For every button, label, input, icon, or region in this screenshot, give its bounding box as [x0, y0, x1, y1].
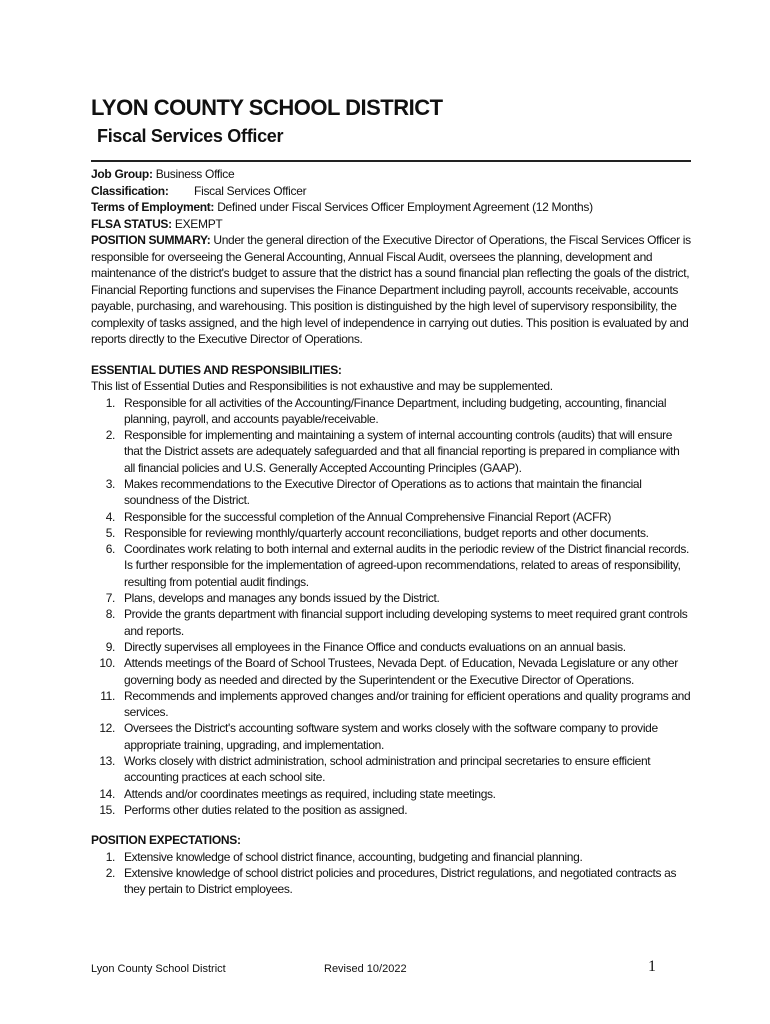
terms-label: Terms of Employment: — [91, 200, 215, 214]
duties-list — [91, 395, 691, 819]
terms-value: Defined under Fiscal Services Officer Employment Agreement (12 Months) — [217, 200, 593, 214]
job-info-fields — [91, 166, 691, 232]
job-group-value: Business Office — [155, 167, 235, 181]
summary-text: Under the general direction of the Executive Director of Operations, the Fiscal Services Officer is responsible for overseeing the General Accounting, Annual Fiscal Audit, oversees the planning, development and maintenance of the district's budget to assure that the district has a sound financial plan reflecting the goals of the district, Financial Reporting functions and supervises the Finance Department including payroll, accounts receivable, accounts payable, purchasing, and warehousing. This position is distinguished by the high level of supervisory responsibility, the complexity of tasks assigned, and the high level of independence in carrying out duties. This position is evaluated by and reports directly to the Executive Director of Operations. — [91, 233, 691, 346]
list-item-text: Attends meetings of the Board of School Trustees, Nevada Dept. of Education, Nevada Legislature or any other governing body as needed and directed by the Superintendent or the Executive Director of Operations. — [124, 656, 678, 687]
classification-value: Fiscal Services Officer — [194, 183, 307, 198]
classification-row — [91, 183, 691, 200]
list-item — [91, 606, 691, 639]
list-item-text: Provide the grants department with financial support including developing systems to meet required grant controls and reports. — [124, 607, 688, 638]
duties-heading: ESSENTIAL DUTIES AND RESPONSIBILITIES: — [91, 362, 342, 377]
list-item-text: Responsible for the successful completion of the Annual Comprehensive Financial Report (ACFR) — [124, 509, 612, 524]
list-item-text: Works closely with district administration, school administration and principal secretaries to ensure efficient accounting practices at each school site. — [124, 754, 651, 785]
list-item-text: Extensive knowledge of school district finance, accounting, budgeting and financial planning. — [124, 849, 583, 864]
list-item — [91, 509, 691, 525]
duties-intro: This list of Essential Duties and Responsibilities is not exhaustive and may be supplemented. — [91, 379, 553, 393]
list-item-number: 3. — [105, 476, 115, 491]
list-item-text: Responsible for all activities of the Accounting/Finance Department, including budgeting, accounting, financial planning, payroll, and accounts payable/receivable. — [124, 395, 667, 426]
list-item — [91, 753, 691, 786]
flsa-value: EXEMPT — [174, 216, 223, 231]
list-item-number: 9. — [105, 639, 115, 654]
list-item-text: Responsible for implementing and maintaining a system of internal accounting controls (audits) that will ensure that the District assets are adequately safeguarded and that all financial reporting is prepared in compliance with all financial policies and U.S. Generally Accepted Accounting Principles (GAAP). — [124, 428, 680, 475]
list-item-text: Plans, develops and manages any bonds issued by the District. — [124, 591, 440, 606]
list-item-text: Oversees the District's accounting software system and works closely with the software company to provide appropriate training, upgrading, and implementation. — [124, 721, 658, 752]
list-item-text: Responsible for reviewing monthly/quarterly account reconciliations, budget reports and other documents. — [124, 525, 649, 540]
list-item-number: 2. — [105, 866, 115, 881]
list-item — [91, 525, 691, 541]
list-item-text: Directly supervises all employees in the Finance Office and conducts evaluations on an annual basis. — [124, 639, 626, 654]
flsa-label: FLSA STATUS: — [91, 216, 172, 231]
list-item-number: 5. — [105, 525, 115, 540]
list-item-number: 7. — [105, 591, 115, 606]
list-item-number: 2. — [105, 428, 115, 443]
list-item — [91, 655, 691, 688]
list-item-number: 14. — [99, 786, 115, 801]
job-group-label: Job Group: — [91, 167, 153, 181]
list-item — [91, 786, 691, 802]
list-item-number: 8. — [105, 607, 115, 622]
position-expectations-section — [91, 832, 691, 897]
terms-row — [91, 199, 691, 216]
summary-label: POSITION SUMMARY: — [91, 233, 211, 247]
page-number: 1 — [648, 958, 656, 975]
list-item — [91, 590, 691, 606]
list-item-number: 1. — [105, 395, 115, 410]
position-summary — [91, 232, 691, 348]
list-item — [91, 688, 691, 721]
list-item-text: Extensive knowledge of school district policies and procedures, District regulations, and negotiated contracts as they pertain to District employees. — [124, 866, 677, 897]
list-item — [91, 541, 691, 590]
header-divider — [91, 160, 691, 162]
list-item — [91, 639, 691, 655]
essential-duties-section — [91, 362, 691, 819]
list-item — [91, 395, 691, 428]
list-item-number: 13. — [99, 754, 115, 769]
list-item — [91, 865, 691, 898]
list-item — [91, 802, 691, 818]
list-item-text: Makes recommendations to the Executive Director of Operations as to actions that maintain the financial soundness of the District. — [124, 476, 642, 508]
page-title: LYON COUNTY SCHOOL DISTRICT — [91, 95, 443, 120]
list-item-number: 11. — [100, 688, 115, 703]
page-subtitle: Fiscal Services Officer — [97, 126, 284, 146]
flsa-row — [91, 216, 691, 233]
footer-district: Lyon County School District — [91, 963, 226, 975]
list-item — [91, 720, 691, 753]
list-item-number: 4. — [105, 509, 115, 524]
list-item-number: 15. — [99, 802, 115, 817]
list-item-text: Attends and/or coordinates meetings as required, including state meetings. — [124, 786, 496, 801]
list-item — [91, 849, 691, 865]
list-item-text: Recommends and implements approved changes and/or training for efficient operations and quality programs and services. — [124, 688, 691, 720]
list-item-text: Coordinates work relating to both internal and external audits in the periodic review of the District financial records. Is further responsible for the implementation of agreed-upon recommendations, related to areas of responsibility, resulting from potential audit findings. — [124, 542, 689, 589]
footer-revised: Revised 10/2022 — [324, 963, 407, 975]
expectations-list — [91, 849, 691, 898]
list-item-text: Performs other duties related to the position as assigned. — [124, 802, 408, 817]
expectations-heading: POSITION EXPECTATIONS: — [91, 833, 241, 848]
list-item-number: 1. — [105, 849, 115, 864]
list-item — [91, 427, 691, 476]
list-item-number: 6. — [105, 542, 115, 557]
list-item — [91, 476, 691, 509]
list-item-number: 10. — [99, 656, 115, 671]
list-item-number: 12. — [99, 721, 115, 736]
classification-label: Classification: — [91, 183, 169, 198]
document-body — [91, 94, 691, 898]
job-group-row — [91, 166, 691, 183]
